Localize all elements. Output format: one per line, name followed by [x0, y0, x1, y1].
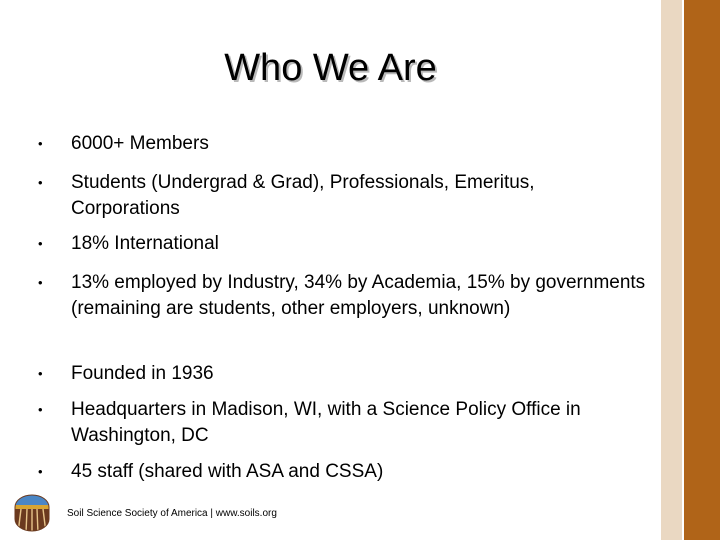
- bullet-item: [38, 361, 648, 387]
- decorative-band-orange: [684, 0, 720, 540]
- bullet-item: [38, 270, 648, 322]
- slide-title: Who We Are: [224, 47, 437, 89]
- bullet-dot: •: [38, 236, 43, 251]
- bullet-dot: •: [38, 464, 43, 479]
- bullet-text: Founded in 1936: [71, 363, 214, 384]
- bullet-text: 18% International: [71, 233, 219, 254]
- bullet-dot: •: [38, 136, 43, 151]
- bullet-item: [38, 231, 648, 257]
- decorative-band-beige: [661, 0, 682, 540]
- bullet-text: Headquarters in Madison, WI, with a Science Policy Office in Washington, DC: [71, 399, 581, 446]
- bullet-dot: •: [38, 275, 43, 290]
- soil-profile-logo-icon: [13, 493, 51, 533]
- bullet-dot: •: [38, 175, 43, 190]
- bullet-text: 6000+ Members: [71, 133, 209, 154]
- bullet-dot: •: [38, 402, 43, 417]
- bullet-item: [38, 131, 648, 157]
- bullet-item: [38, 459, 648, 485]
- footer-text: Soil Science Society of America | www.soils.org: [67, 508, 277, 519]
- bullet-dot: •: [38, 366, 43, 381]
- bullet-text: Students (Undergrad & Grad), Professionals, Emeritus, Corporations: [71, 172, 535, 219]
- bullet-item: [38, 397, 648, 449]
- bullet-text: 13% employed by Industry, 34% by Academia, 15% by governments (remaining are students, other employers, unknown): [71, 272, 646, 319]
- bullet-item: [38, 170, 648, 222]
- bullet-text: 45 staff (shared with ASA and CSSA): [71, 461, 384, 482]
